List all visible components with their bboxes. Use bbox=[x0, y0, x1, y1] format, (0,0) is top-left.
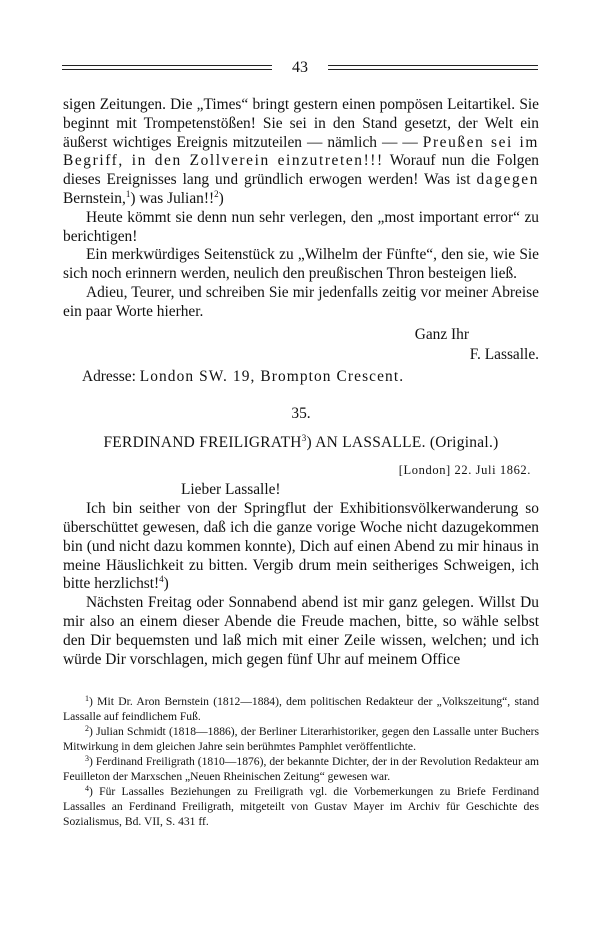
footnote bbox=[63, 694, 539, 724]
paragraph-wilhelm: Ein merkwürdiges Seitenstück zu „Wilhelm der Fünfte“, den sie, wie Sie sich noch erinnern werden, neulich den preußischen Thron besteigen ließ. bbox=[63, 246, 539, 283]
address-line bbox=[63, 368, 539, 387]
footnote bbox=[63, 754, 539, 784]
text-run: Ich bin seither von der Springflut der Exhibitionsvölkerwanderung so überschüttet gewesen, daß ich die ganze vorige Woche nicht dazugekommen bin (und nicht dazu kommen konnte), Dich auf einen Abend zu mir hinaus in meine Häuslichkeit zu bitten. Vergib drum mein seitheriges Schweigen, ich bitte herzlichst! bbox=[63, 500, 539, 593]
footnote-ref-2: 2 bbox=[214, 188, 219, 199]
paragraph-adieu: Adieu, Teurer, und schreiben Sie mir jedenfalls zeitig vor meiner Abreise ein paar Worte hierher. bbox=[63, 283, 539, 320]
footnote-ref-4: 4 bbox=[159, 574, 164, 585]
text-run: ) was Julian!! bbox=[130, 189, 215, 207]
header-rule-right bbox=[328, 65, 538, 72]
letter-dateline: [London] 22. Juli 1862. bbox=[398, 462, 531, 477]
footnote bbox=[63, 784, 539, 829]
address-value: London SW. 19, Brompton Crescent. bbox=[139, 368, 405, 386]
text-run: ) bbox=[163, 575, 169, 593]
letter-heading bbox=[63, 434, 539, 453]
footnote bbox=[63, 724, 539, 754]
page-header bbox=[62, 56, 538, 82]
heading-text: FERDINAND FREILIGRATH bbox=[103, 433, 302, 451]
signature: F. Lassalle. bbox=[469, 346, 539, 364]
footnote-marker: 1 bbox=[85, 694, 89, 703]
address-label: Adresse: bbox=[82, 368, 140, 386]
letter-number: 35. bbox=[291, 404, 311, 422]
footnote-marker: 4 bbox=[85, 784, 89, 793]
text-run: sigen Zeitungen. Die „Times“ bringt gestern einen pompösen Leitartikel. Sie beginnt mit Trompetenstößen! Sie sei in den Stand gesetzt, der Welt ein äußerst wichtiges Ereignis mitzuteilen — nämlich — — bbox=[63, 96, 539, 151]
footnote-marker: 2 bbox=[85, 724, 89, 733]
footnotes bbox=[63, 694, 539, 829]
footnote-text: ) Julian Schmidt (1818—1886), der Berliner Literarhistoriker, gegen den Lassalle unter Buchers Mitwirkung in dem gleichen Jahre sein berühmtes Pamphlet veröffentlichte. bbox=[63, 725, 539, 753]
text-run: Bernstein, bbox=[63, 189, 126, 207]
text-run: ) bbox=[218, 189, 224, 207]
spaced-text-dagegen: dagegen bbox=[476, 171, 539, 189]
footnote-text: ) Ferdinand Freiligrath (1810—1876), der bekannte Dichter, der in der Revolution Redakteur am Feuilleton der Marxschen „Neuen Rheinischen Zeitung“ gewesen war. bbox=[63, 755, 539, 783]
footnote-text: ) Für Lassalles Beziehungen zu Freiligrath vgl. die Vorbemerkungen zu Briefe Ferdinand Lassalles an Ferdinand Freiligrath, mitgeteilt von Gustav Mayer im Archiv für Geschichte des Sozialismus, Bd. VII, S. 431 ff. bbox=[63, 785, 539, 828]
footnote-ref-3: 3 bbox=[301, 432, 307, 443]
text-run: Worauf nun die Folgen dieses Ereignisses lang und gründlich erwogen werden! Was ist bbox=[63, 152, 539, 189]
paragraph-continuation bbox=[63, 96, 539, 209]
paragraph-error: Heute kömmt sie denn nun sehr verlegen, den „most important error“ zu berichtigen! bbox=[63, 208, 539, 245]
page-number: 43 bbox=[292, 59, 308, 76]
letter-paragraph-2: Nächsten Freitag oder Sonnabend abend ist mir ganz gelegen. Willst Du mir also an einem dieser Abende die Freude machen, bitte, so wähle selbst den Dir bequemsten und laß mich mit einer Zeile wissen, welchen; und ich würde Dir vorschlagen, mich gegen fünf Uhr auf meinem Office bbox=[63, 594, 539, 668]
footnote-text: ) Mit Dr. Aron Bernstein (1812—1884), dem politischen Redakteur der „Volkszeitung“, stand Lassalle auf feindlichem Fuß. bbox=[63, 695, 539, 723]
footnote-marker: 3 bbox=[85, 754, 89, 763]
heading-text: ) AN LASSALLE. (Original.) bbox=[306, 433, 499, 451]
letter-salutation: Lieber Lassalle! bbox=[181, 481, 281, 499]
letter-paragraph-1 bbox=[63, 500, 539, 594]
spaced-text-prussia: Preußen sei im Begriff, in den Zollverein einzutreten!!! bbox=[63, 133, 539, 170]
closing-phrase: Ganz Ihr bbox=[414, 325, 469, 343]
body-text bbox=[63, 96, 539, 669]
footnote-ref-1: 1 bbox=[125, 188, 131, 199]
